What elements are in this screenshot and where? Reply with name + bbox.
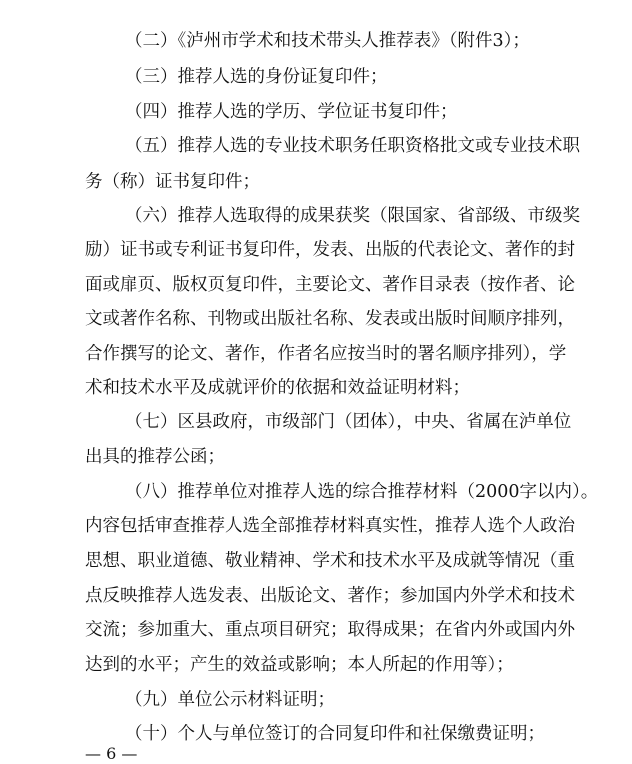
- list-item-2-line-1: （二）《泸州市学术和技术带头人推荐表》（附件3）；: [125, 31, 530, 51]
- list-item-5-line-1: （五）推荐人选的专业技术职务任职资格批文或专业技术职: [125, 136, 580, 156]
- list-item-6-line-5: 合作撰写的论文、著作，作者名应按当时的署名顺序排列），学: [85, 344, 567, 364]
- list-item-6-line-1: （六）推荐人选取得的成果获奖（限国家、省部级、市级奖: [125, 206, 580, 226]
- list-item-7-line-2: 出具的推荐公函；: [85, 447, 225, 467]
- list-item-9-line-1: （九）单位公示材料证明；: [125, 690, 335, 710]
- list-item-8-line-6: 达到的水平；产生的效益或影响；本人所起的作用等）；: [85, 655, 514, 675]
- list-item-8-line-5: 交流；参加重大、重点项目研究；取得成果；在省内外或国内外: [85, 620, 575, 640]
- list-item-10-line-1: （十）个人与单位签订的合同复印件和社保缴费证明；: [125, 724, 545, 744]
- list-item-6-line-2: 励）证书或专利证书复印件，发表、出版的代表论文、著作的封: [85, 240, 575, 260]
- list-item-8-line-3: 思想、职业道德、敬业精神、学术和技术水平及成就等情况（重: [85, 551, 575, 571]
- list-item-8-line-1: （八）推荐单位对推荐人选的综合推荐材料（2000字以内）。: [125, 482, 599, 502]
- list-item-8-line-4: 点反映推荐人选发表、出版论文、著作；参加国内外学术和技术: [85, 586, 575, 606]
- list-item-6-line-3: 面或扉页、版权页复印件，主要论文、著作目录表（按作者、论: [85, 275, 575, 295]
- list-item-8-line-2: 内容包括审查推荐人选全部推荐材料真实性，推荐人选个人政治: [85, 516, 575, 536]
- list-item-7-line-1: （七）区县政府，市级部门（团体），中央、省属在泸单位: [125, 412, 572, 432]
- list-item-4-line-1: （四）推荐人选的学历、学位证书复印件；: [125, 102, 458, 122]
- page-number: — 6 —: [85, 744, 138, 763]
- list-item-5-line-2: 务（称）证书复印件；: [85, 172, 260, 192]
- list-item-3-line-1: （三）推荐人选的身份证复印件；: [125, 67, 388, 87]
- list-item-6-line-4: 文或著作名称、刊物或出版社名称、发表或出版时间顺序排列，: [85, 309, 575, 329]
- list-item-6-line-6: 术和技术水平及成就评价的依据和效益证明材料；: [85, 378, 470, 398]
